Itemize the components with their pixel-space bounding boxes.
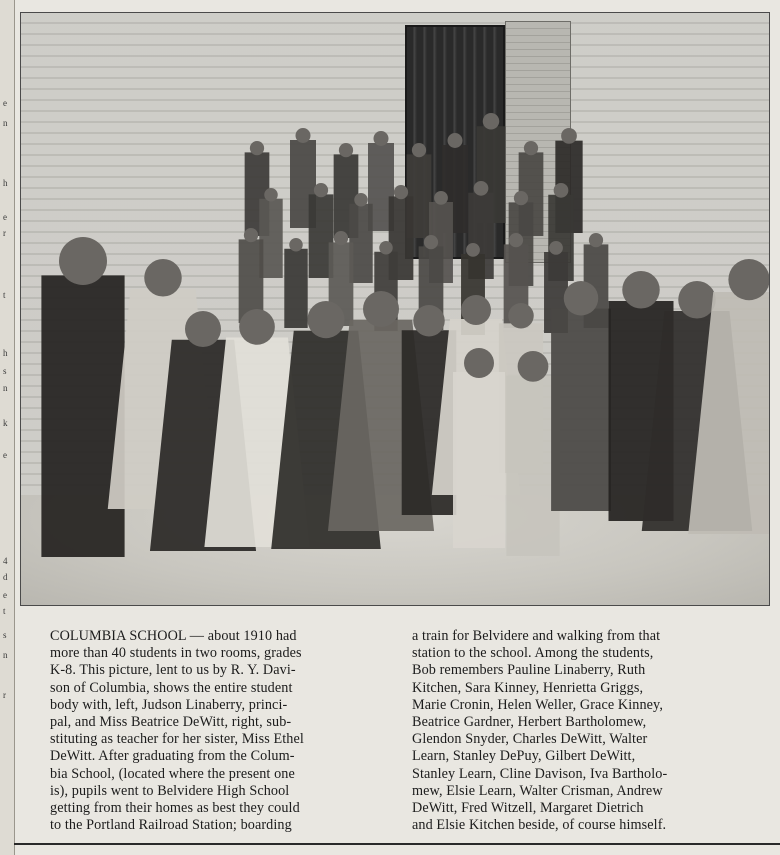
gutter-char: r (3, 228, 6, 238)
caption-line: Bob remembers Pauline Linaberry, Ruth (412, 662, 646, 679)
gutter-char: d (3, 572, 8, 582)
caption-line: to the Portland Railroad Station; boarding (50, 817, 292, 834)
gutter-char: k (3, 418, 8, 428)
gutter-char: e (3, 590, 7, 600)
students-group (21, 13, 769, 605)
gutter-char: n (3, 383, 8, 393)
caption-line: mew, Elsie Learn, Walter Crisman, Andrew (412, 782, 663, 799)
gutter-char: e (3, 212, 7, 222)
gutter-char: r (3, 690, 6, 700)
caption-line: a train for Belvidere and walking from that (412, 628, 661, 644)
gutter-char: 4 (3, 556, 8, 566)
caption-line: son of Columbia, shows the entire student (50, 679, 293, 696)
caption-column-2 (412, 628, 748, 834)
school-group-photograph (20, 12, 770, 606)
caption-line: DeWitt, Fred Witzell, Margaret Dietrich (412, 800, 644, 817)
caption-line: and Elsie Kitchen beside, of course himself. (412, 817, 667, 834)
gutter-char: h (3, 178, 8, 188)
caption-line: Glendon Snyder, Charles DeWitt, Walter (412, 731, 648, 748)
person-figure (551, 281, 611, 511)
caption-line: K-8. This picture, lent to us by R. Y. Davi- (50, 662, 296, 679)
person-figure (239, 228, 264, 323)
caption-line: more than 40 students in two rooms, grades (50, 645, 302, 662)
caption-line: bia School, (located where the present one (50, 765, 295, 782)
caption-line: pal, and Miss Beatrice DeWitt, right, sub- (50, 714, 292, 731)
caption-line: COLUMBIA SCHOOL — about 1910 had (50, 628, 297, 644)
gutter-char: t (3, 606, 6, 616)
caption-line: Kitchen, Sara Kinney, Henrietta Griggs, (412, 679, 644, 696)
gutter-char: n (3, 118, 8, 128)
gutter-char: e (3, 98, 7, 108)
gutter-char: t (3, 290, 6, 300)
gutter-char: e (3, 450, 7, 460)
caption-line: getting from their homes as best they could (50, 800, 300, 817)
caption-line: Learn, Stanley DePuy, Gilbert DeWitt, (412, 748, 636, 765)
gutter-char: s (3, 366, 7, 376)
caption-line: DeWitt. After graduating from the Colum- (50, 748, 295, 765)
caption-line: is), pupils went to Belvidere High School (50, 782, 290, 799)
gutter-char: h (3, 348, 8, 358)
gutter-char: n (3, 650, 8, 660)
caption-line: station to the school. Among the students, (412, 645, 654, 662)
caption-line: body with, left, Judson Linaberry, princi- (50, 696, 288, 713)
caption-line: Marie Cronin, Helen Weller, Grace Kinney, (412, 696, 663, 713)
caption-column-1 (50, 628, 386, 834)
person-figure (453, 348, 505, 548)
column-rule (14, 843, 780, 845)
adjacent-column-edge (0, 0, 15, 855)
gutter-char: s (3, 630, 7, 640)
caption-line: stituting as teacher for her sister, Miss Ethel (50, 731, 304, 748)
caption-line: Beatrice Gardner, Herbert Bartholomew, (412, 714, 647, 731)
caption-line: Stanley Learn, Cline Davison, Iva Bartholo- (412, 765, 668, 782)
person-figure (284, 238, 307, 328)
